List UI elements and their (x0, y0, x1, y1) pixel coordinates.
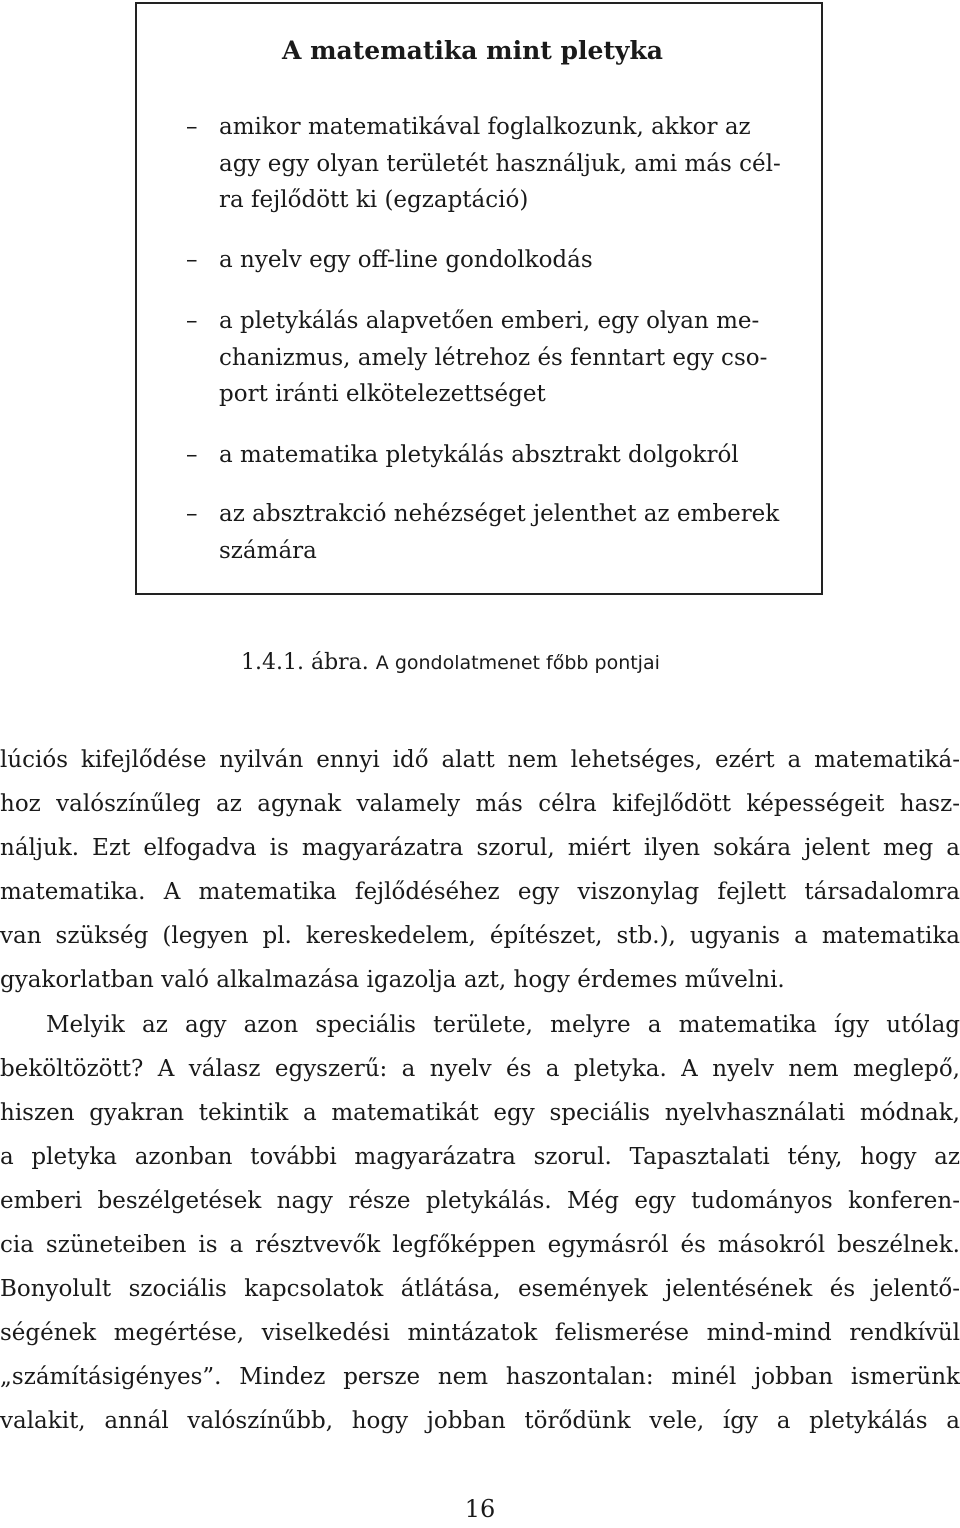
body-line: „számításigényes”. Mindez persze nem haszontalan: minél jobban ismerünk (0, 1364, 960, 1390)
bullet-dash: – (186, 247, 198, 273)
body-line: lúciós kifejlődése nyilván ennyi idő alatt nem lehetséges, ezért a matematiká- (0, 747, 960, 773)
figure-caption (241, 650, 660, 675)
bullet-line: a pletykálás alapvetően emberi, egy olyan me- (219, 308, 760, 334)
bullet-line: agy egy olyan területét használjuk, ami más cél- (219, 150, 781, 177)
bullet-line: ra fejlődött ki (egzaptáció) (219, 187, 529, 213)
bullet-line: a matematika pletykálás absztrakt dolgokról (219, 442, 739, 468)
body-line: Melyik az agy azon speciális területe, melyre a matematika így utólag (46, 1012, 960, 1038)
caption-label: 1.4.1. ábra. (241, 650, 369, 675)
body-line: gyakorlatban való alkalmazása igazolja azt, hogy érdemes művelni. (0, 967, 785, 993)
bullet-line: port iránti elkötelezettséget (219, 381, 546, 407)
bullet-line: amikor matematikával foglalkozunk, akkor az (219, 114, 751, 140)
bullet-dash: – (186, 308, 198, 334)
body-line: van szükség (legyen pl. kereskedelem, építészet, stb.), ugyanis a matematika (0, 923, 960, 949)
body-line: valakit, annál valószínűbb, hogy jobban törődünk vele, így a pletykálás a (0, 1408, 960, 1434)
body-line: hoz valószínűleg az agynak valamely más célra kifejlődött képességeit hasz- (0, 791, 960, 817)
bullet-dash: – (186, 442, 198, 468)
body-line: cia szüneteiben is a résztvevők legfőképpen egymásról és másokról beszélnek. (0, 1232, 960, 1258)
bullet-line: az absztrakció nehézséget jelenthet az emberek (219, 501, 780, 527)
body-line: hiszen gyakran tekintik a matematikát egy speciális nyelvhasználati módnak, (0, 1100, 960, 1126)
bullet-line: számára (219, 537, 317, 564)
body-line: náljuk. Ezt elfogadva is magyarázatra szorul, miért ilyen sokára jelent meg a (0, 835, 960, 861)
page-number: 16 (464, 1495, 496, 1523)
bullet-line: chanizmus, amely létrehoz és fenntart egy cso- (219, 344, 768, 371)
body-line: a pletyka azonban további magyarázatra szorul. Tapasztalati tény, hogy az (0, 1144, 960, 1170)
body-line: emberi beszélgetések nagy része pletykálás. Még egy tudományos konferen- (0, 1188, 960, 1214)
bullet-dash: – (186, 114, 198, 140)
figure-box-title: A matematika mint pletyka (282, 36, 663, 65)
body-line: Bonyolult szociális kapcsolatok átlátása, események jelentésének és jelentő- (0, 1276, 960, 1302)
bullet-dash: – (186, 501, 198, 527)
body-line: matematika. A matematika fejlődéséhez egy viszonylag fejlett társadalomra (0, 879, 960, 905)
body-line: ségének megértése, viselkedési mintázatok felismerése mind-mind rendkívül (0, 1320, 960, 1346)
figure-box (135, 2, 823, 595)
body-line: beköltözött? A válasz egyszerű: a nyelv és a pletyka. A nyelv nem meglepő, (0, 1056, 960, 1082)
bullet-line: a nyelv egy off-line gondolkodás (219, 247, 593, 273)
caption-text: A gondolatmenet főbb pontjai (375, 652, 660, 674)
